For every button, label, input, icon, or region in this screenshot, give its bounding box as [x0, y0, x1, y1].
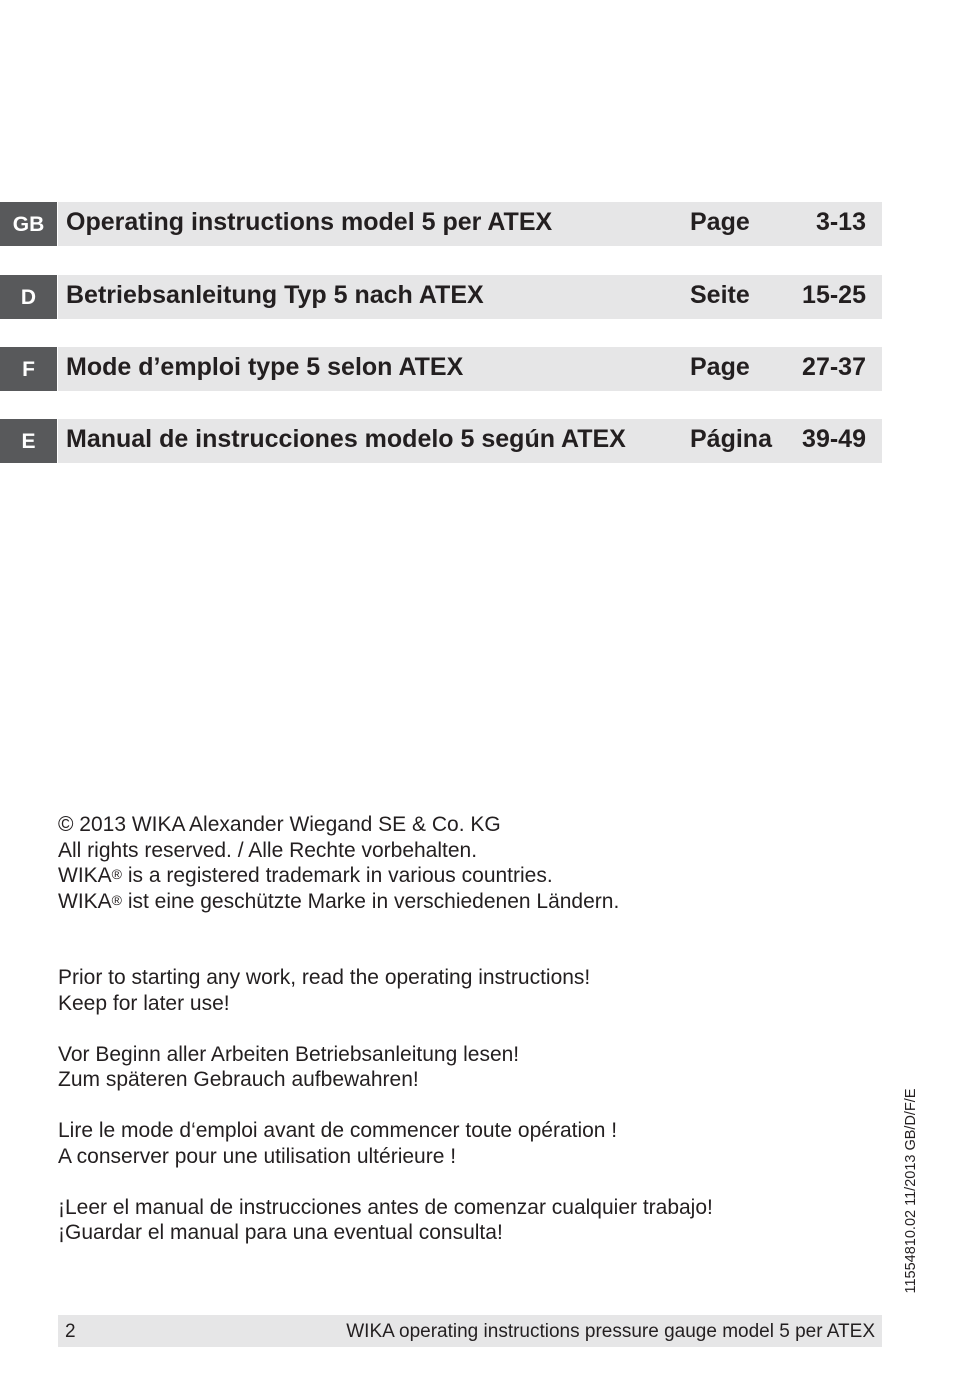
- toc-page-range: 3-13: [815, 208, 866, 236]
- toc-entry-title: Manual de instrucciones modelo 5 según ATEX: [66, 425, 626, 453]
- toc-row-d[interactable]: [0, 275, 882, 319]
- language-code-badge: E: [0, 419, 57, 463]
- language-code-badge: GB: [0, 202, 57, 246]
- notice-line: Lire le mode d‘emploi avant de commencer toute opération !: [58, 1119, 618, 1142]
- copyright-line: © 2013 WIKA Alexander Wiegand SE & Co. KG: [58, 813, 501, 836]
- toc-page-label: Page: [690, 208, 750, 236]
- toc-entry-bar: [58, 202, 882, 246]
- notice-es: [58, 1195, 713, 1246]
- notices-block: [58, 965, 713, 1271]
- toc-entry-bar: [58, 419, 882, 463]
- rights-line: All rights reserved. / Alle Rechte vorbehalten.: [58, 838, 478, 862]
- notice-de: [58, 1042, 713, 1093]
- toc-page-label: Seite: [690, 281, 750, 309]
- toc-row-e[interactable]: [0, 419, 882, 463]
- page-footer: [58, 1315, 882, 1347]
- language-code-badge: D: [0, 275, 57, 319]
- footer-title: WIKA operating instructions pressure gauge model 5 per ATEX: [346, 1321, 875, 1342]
- registered-mark: ®: [111, 891, 122, 908]
- toc-entry-bar: [58, 347, 882, 391]
- trademark-text: is a registered trademark in various countries.: [122, 864, 553, 887]
- registered-mark: ®: [111, 866, 122, 882]
- notice-line: Vor Beginn aller Arbeiten Betriebsanleitung lesen!: [58, 1042, 520, 1066]
- toc-entry-title: Mode d’emploi type 5 selon ATEX: [66, 353, 464, 381]
- notice-line: Zum späteren Gebrauch aufbewahren!: [58, 1068, 419, 1091]
- trademark-text: ist eine geschützte Marke in verschiedenen Ländern.: [122, 889, 620, 913]
- toc-row-gb[interactable]: [0, 202, 882, 246]
- language-code-badge: F: [0, 347, 57, 391]
- notice-line: Keep for later use!: [58, 991, 230, 1015]
- notice-line: A conserver pour une utilisation ultérieure !: [58, 1144, 457, 1168]
- toc-page-label: Página: [690, 425, 772, 453]
- toc-entry-title: Betriebsanleitung Typ 5 nach ATEX: [66, 281, 484, 309]
- brand-name: WIKA: [58, 864, 112, 887]
- notice-line: Prior to starting any work, read the operating instructions!: [58, 966, 591, 989]
- document-code: 11554810.02 11/2013 GB/D/F/E: [903, 1088, 919, 1294]
- toc-entry-bar: [58, 275, 882, 319]
- toc-page-range: 15-25: [802, 281, 866, 309]
- notice-en: [58, 965, 713, 1016]
- notice-line: ¡Guardar el manual para una eventual consulta!: [58, 1221, 503, 1244]
- brand-name: WIKA: [58, 889, 112, 913]
- toc-page-range: 39-49: [802, 425, 866, 453]
- toc-page-label: Page: [690, 353, 750, 381]
- trademark-line-en: [58, 863, 619, 889]
- copyright-block: [58, 812, 619, 914]
- page-number: 2: [65, 1321, 76, 1342]
- toc-entry-title: Operating instructions model 5 per ATEX: [66, 208, 553, 236]
- trademark-line-de: [58, 889, 619, 915]
- notice-line: ¡Leer el manual de instrucciones antes de comenzar cualquier trabajo!: [58, 1195, 713, 1219]
- toc-page-range: 27-37: [802, 353, 866, 381]
- notice-fr: [58, 1118, 713, 1169]
- toc-row-f[interactable]: [0, 347, 882, 391]
